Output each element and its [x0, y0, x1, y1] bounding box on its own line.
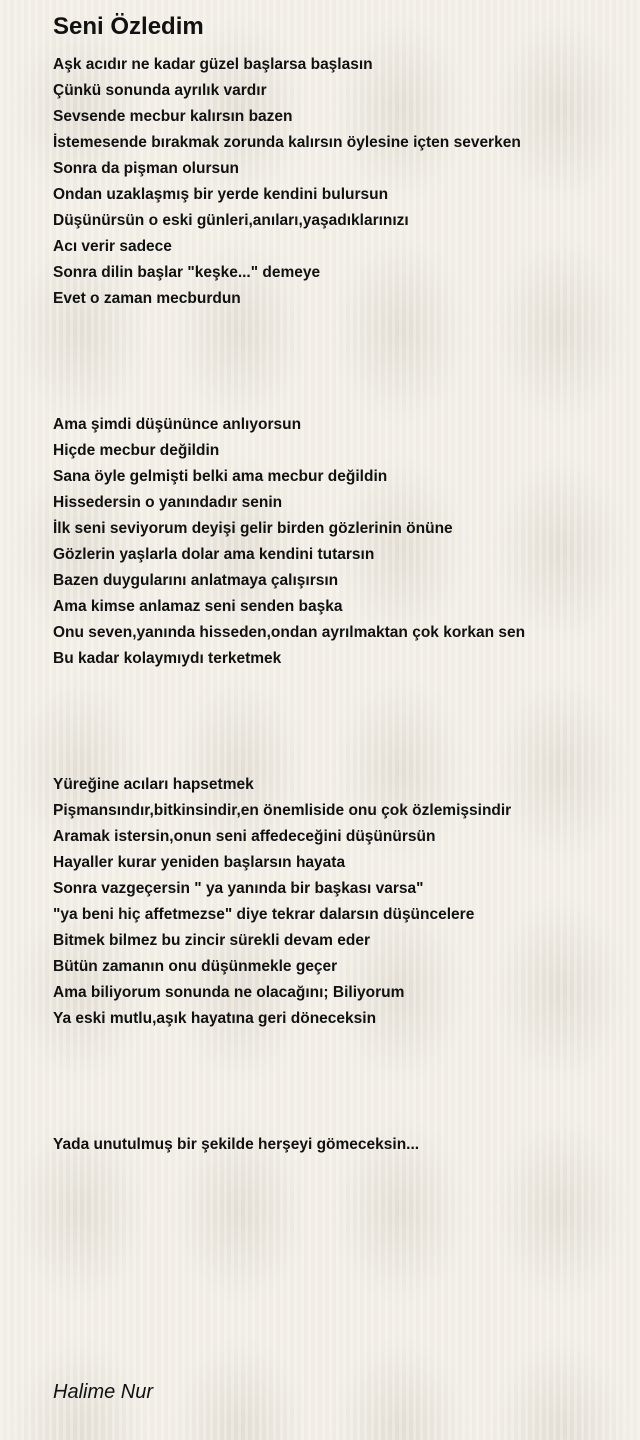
poem-line: Onu seven,yanında hisseden,ondan ayrılmaktan çok korkan sen	[53, 624, 526, 641]
poem-line: Bazen duygularını anlatmaya çalışırsın	[53, 572, 339, 589]
poem-line: Ya eski mutlu,aşık hayatına geri döneceksin	[53, 1010, 377, 1027]
poem-line: Hiçde mecbur değildin	[53, 442, 220, 459]
poem-line: Yüreğine acıları hapsetmek	[53, 776, 254, 793]
poem-stanza-2	[53, 412, 525, 672]
poem-title: Seni Özledim	[53, 13, 204, 40]
poem-line: Çünkü sonunda ayrılık vardır	[53, 82, 267, 99]
poem-line: Sevsende mecbur kalırsın bazen	[53, 108, 293, 125]
poem-line: Evet o zaman mecburdun	[53, 290, 241, 307]
poem-stanza-1	[53, 52, 521, 312]
poem-line: Ama biliyorum sonunda ne olacağını; Biliyorum	[53, 984, 405, 1001]
poem-line: Yada unutulmuş bir şekilde herşeyi gömeceksin...	[53, 1136, 420, 1153]
poem-line: Ama kimse anlamaz seni senden başka	[53, 598, 343, 615]
poem-line: Aramak istersin,onun seni affedeceğini düşünürsün	[53, 828, 436, 845]
poem-line: Pişmansındır,bitkinsindir,en önemliside onu çok özlemişsindir	[53, 802, 512, 819]
poem-line: Ondan uzaklaşmış bir yerde kendini bulursun	[53, 186, 389, 203]
poem-line: Sana öyle gelmişti belki ama mecbur değildin	[53, 468, 388, 485]
poem-line: Sonra vazgeçersin " ya yanında bir başkası varsa"	[53, 880, 424, 897]
poem-line: Sonra dilin başlar "keşke..." demeye	[53, 264, 321, 281]
poem-line: Aşk acıdır ne kadar güzel başlarsa başlasın	[53, 56, 373, 73]
poem-line: "ya beni hiç affetmezse" diye tekrar dalarsın düşüncelere	[53, 906, 475, 923]
poem-line: Hayaller kurar yeniden başlarsın hayata	[53, 854, 346, 871]
poem-line: Gözlerin yaşlarla dolar ama kendini tutarsın	[53, 546, 375, 563]
poem-line: Hissedersin o yanındadır senin	[53, 494, 283, 511]
poem-line: Bitmek bilmez bu zincir sürekli devam eder	[53, 932, 371, 949]
poem-line: İstemesende bırakmak zorunda kalırsın öylesine içten severken	[53, 134, 521, 151]
poem-line: Sonra da pişman olursun	[53, 160, 240, 177]
poem-line: İlk seni seviyorum deyişi gelir birden gözlerinin önüne	[53, 520, 453, 537]
poem-line: Ama şimdi düşününce anlıyorsun	[53, 416, 302, 433]
poem-line: Düşünürsün o eski günleri,anıları,yaşadıklarınızı	[53, 212, 409, 229]
poem-line: Bütün zamanın onu düşünmekle geçer	[53, 958, 338, 975]
poem-stanza-3	[53, 772, 511, 1032]
poem-line: Acı verir sadece	[53, 238, 172, 255]
poem-author: Halime Nur	[53, 1381, 154, 1403]
poem-stanza-4	[53, 1132, 419, 1158]
poem-line: Bu kadar kolaymıydı terketmek	[53, 650, 282, 667]
